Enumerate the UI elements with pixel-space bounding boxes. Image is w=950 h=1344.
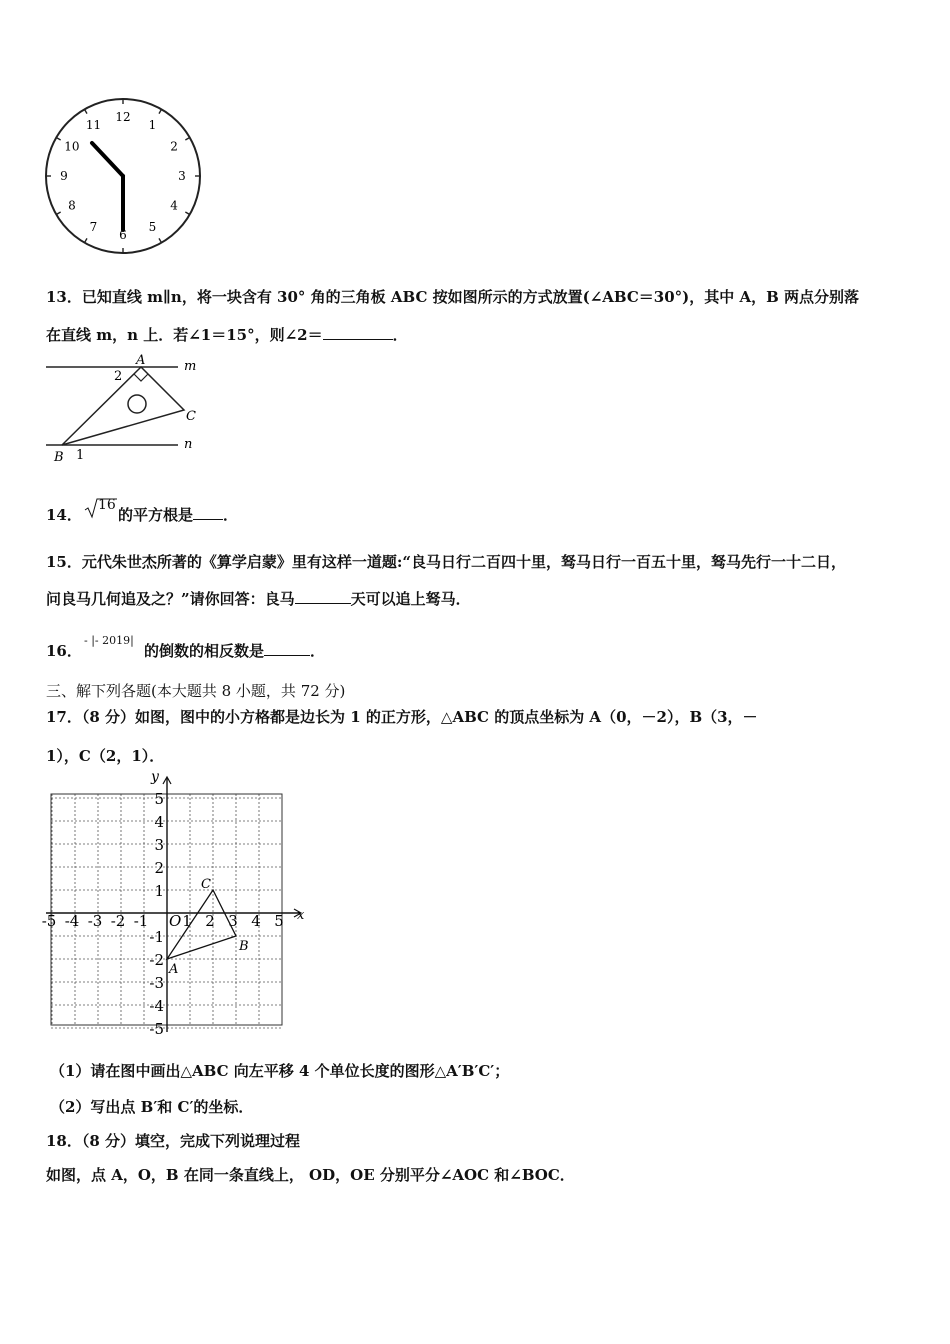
q13-answer-blank[interactable]: [323, 325, 393, 340]
triangle-parallel-figure: [44, 353, 204, 465]
q18-line1: 18．（8 分）填空，完成下列说理过程: [46, 1132, 301, 1150]
triangle-abc: [62, 367, 184, 445]
section-3-heading: 三、解下列各题(本大题共 8 小题，共 72 分): [46, 682, 346, 700]
y-tick-label: 3: [154, 836, 164, 854]
clock-number: 9: [60, 169, 68, 183]
clock-number: 3: [178, 169, 186, 183]
clock-tick: [85, 238, 88, 242]
y-tick-label: 4: [154, 813, 164, 831]
clock-number: 7: [89, 220, 98, 235]
clock-tick: [185, 212, 189, 215]
q14-answer-blank[interactable]: [193, 505, 223, 520]
q16-text: 的倒数的相反数是: [144, 642, 265, 660]
y-tick-label: -4: [149, 997, 164, 1015]
label-b: B: [54, 450, 64, 465]
clock-number: 2: [170, 139, 178, 154]
y-tick-label: 1: [154, 882, 164, 900]
y-tick-label: -5: [149, 1020, 164, 1038]
label-m: m: [184, 359, 197, 374]
x-tick-label: 1: [182, 912, 192, 930]
q13-line1: 13．已知直线 m∥n，将一块含有 30° 角的三角板 ABC 按如图所示的方式放置(∠ABC＝30°)，其中 A，B 两点分别落: [46, 288, 860, 306]
q16-expression: - |- 2019|: [84, 634, 134, 647]
y-axis-label: y: [151, 769, 159, 785]
q15-line2: [46, 588, 471, 609]
grid-point-c-label: C: [201, 877, 211, 892]
label-one: 1: [76, 448, 85, 463]
y-tick-label: -3: [149, 974, 164, 992]
clock-hour-hand: [92, 143, 123, 176]
q16-answer-blank[interactable]: [264, 641, 310, 656]
grid-labels: [42, 769, 305, 1038]
x-tick-label: -4: [64, 912, 80, 930]
q15-answer-blank[interactable]: [295, 589, 351, 604]
q17-part2: （2）写出点 B′和 C′的坐标．: [50, 1098, 254, 1116]
clock-number: 1: [148, 117, 157, 132]
q14-end: ．: [223, 506, 239, 524]
q17-line1: 17．（8 分）如图，图中的小方格都是边长为 1 的正方形，△ABC 的顶点坐标为 A（0，－2），B（3，－: [46, 708, 758, 726]
grid-axes: [46, 777, 301, 1032]
y-tick-label: -1: [149, 928, 164, 946]
q14-radical: 16: [84, 503, 118, 525]
clock-tick: [56, 212, 60, 215]
clock-tick: [159, 109, 162, 113]
x-tick-label: -5: [41, 912, 57, 930]
clock-number: 6: [119, 228, 127, 242]
y-tick-label: 2: [154, 859, 164, 877]
q16-end: ．: [310, 642, 326, 660]
clock-number: 12: [115, 110, 131, 124]
q17-part1: （1）请在图中画出△ABC 向左平移 4 个单位长度的图形△A′B′C′；: [50, 1062, 510, 1080]
clock-number: 5: [148, 220, 157, 235]
clock-tick: [159, 238, 162, 242]
x-tick-label: 5: [274, 912, 284, 930]
x-tick-label: 2: [205, 912, 215, 930]
q14-number: 14．: [46, 506, 82, 524]
q18-line2: 如图，点 A，O，B 在同一条直线上， OD，OE 分别平分∠AOC 和∠BOC．: [46, 1166, 575, 1184]
q16-line: [46, 634, 325, 661]
q13-line2-text: 在直线 m，n 上．若∠1＝15°，则∠2＝: [46, 326, 323, 344]
clock-number: 8: [68, 198, 76, 213]
clock-number: 10: [64, 139, 80, 154]
label-c: C: [186, 409, 196, 424]
label-n: n: [184, 437, 193, 452]
clock-number: 11: [85, 117, 102, 132]
q15-line2-end: 天可以追上驽马．: [350, 590, 471, 608]
x-axis-label: x: [297, 908, 305, 923]
coordinate-grid: [41, 769, 310, 1038]
grid-point-a-label: A: [169, 962, 179, 977]
label-a: A: [136, 353, 146, 368]
x-tick-label: 4: [251, 912, 261, 930]
clock-figure: [40, 98, 206, 258]
origin-label: O: [169, 912, 182, 930]
q17-line2: 1），C（2，1）．: [46, 747, 165, 765]
grid-point-b-label: B: [239, 939, 249, 954]
label-two: 2: [114, 369, 123, 384]
right-angle-mark: [134, 374, 148, 381]
q14-text: 的平方根是: [118, 506, 194, 524]
y-tick-label: -2: [149, 951, 164, 969]
q13-line2: [46, 324, 408, 345]
x-tick-label: 3: [228, 912, 238, 930]
q13-line2-end: ．: [392, 326, 408, 344]
q14-line: [46, 497, 239, 525]
q15-line2-text: 问良马几何追及之？”请你回答：良马: [46, 590, 295, 608]
x-tick-label: -3: [87, 912, 103, 930]
clock-tick: [85, 109, 88, 113]
clock-tick: [56, 138, 60, 141]
clock-tick: [185, 138, 189, 141]
x-tick-label: -1: [133, 912, 149, 930]
clock-number: 4: [170, 198, 178, 213]
q16-number: 16．: [46, 642, 82, 660]
triangle-hole: [128, 395, 146, 413]
y-tick-label: 5: [154, 790, 164, 808]
x-tick-label: -2: [110, 912, 126, 930]
q15-line1: 15．元代朱世杰所著的《算学启蒙》里有这样一道题:“良马日行二百四十里，驽马日行一百五十里，驽马先行一十二日，: [46, 553, 847, 571]
